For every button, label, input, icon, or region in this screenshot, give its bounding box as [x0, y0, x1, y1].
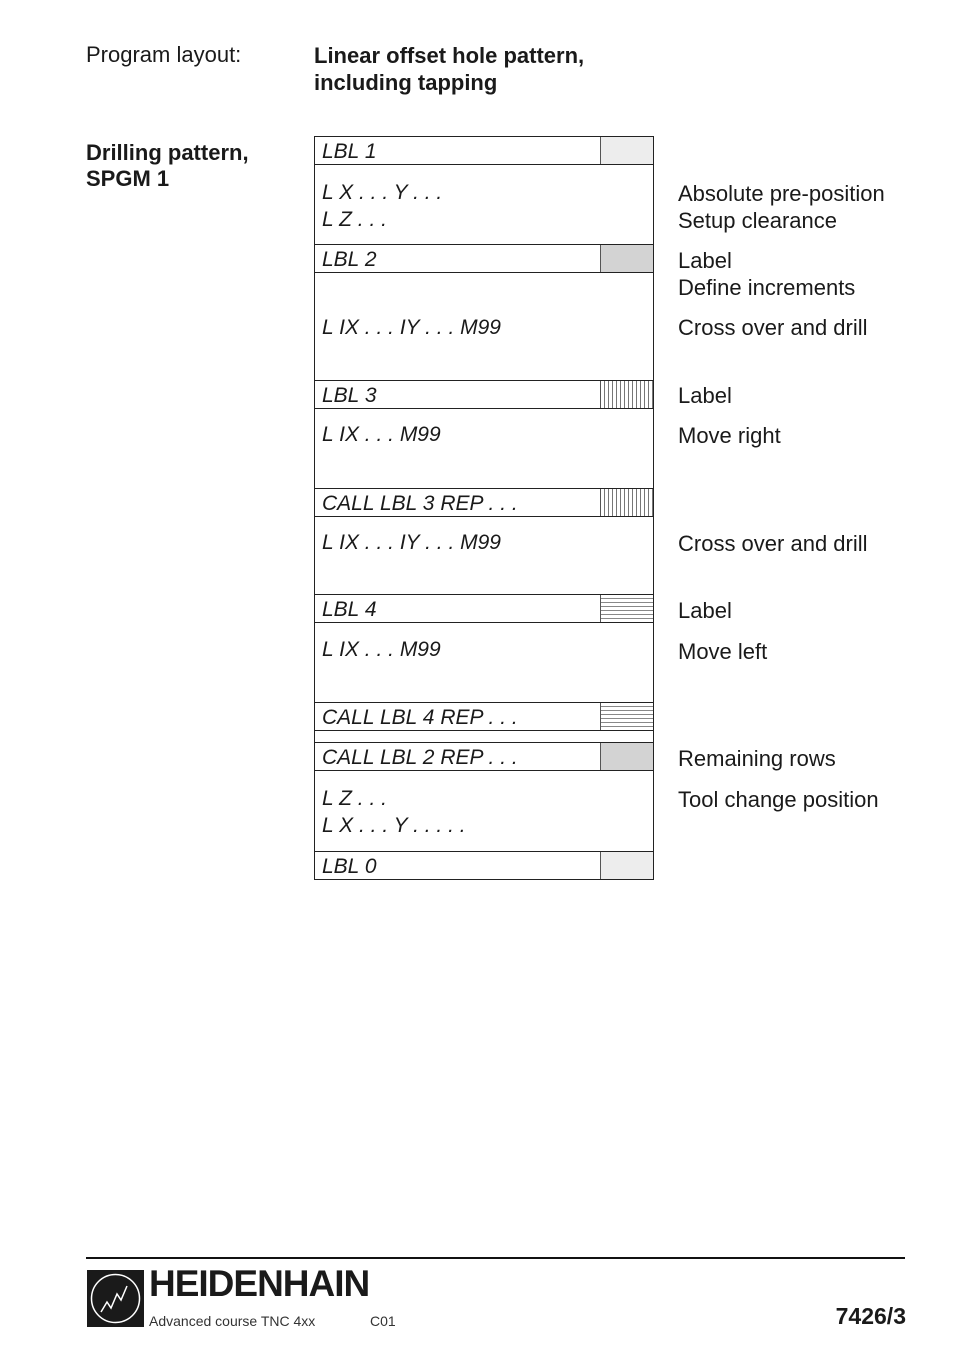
- desc-tool-change: Tool change position: [678, 787, 879, 812]
- brand-name: HEIDENHAIN: [149, 1263, 370, 1304]
- program-layout-label: Program layout:: [86, 42, 242, 67]
- desc-label-2: Label: [678, 248, 732, 273]
- lbl1-marker: [600, 137, 653, 164]
- lbl2-code: LBL 2: [322, 248, 377, 271]
- lbl3-row: [314, 380, 654, 409]
- lbl4-marker: [600, 595, 653, 622]
- section-title-line1: Drilling pattern,: [86, 140, 249, 165]
- desc-cross-drill-1: Cross over and drill: [678, 315, 868, 340]
- lbl4-row: [314, 594, 654, 623]
- page-title-line2: including tapping: [314, 70, 498, 95]
- cross-drill-code-1: L IX . . . IY . . . M99: [322, 316, 501, 339]
- lbl2-marker: [600, 245, 653, 272]
- end-line1: L Z . . .: [322, 787, 387, 810]
- call3-row: [314, 488, 654, 517]
- desc-abs-prepos: Absolute pre-position: [678, 181, 885, 206]
- call2-marker: [600, 743, 653, 770]
- desc-move-right: Move right: [678, 423, 781, 448]
- move-left-block: [314, 622, 654, 703]
- call2-row: [314, 742, 654, 771]
- lbl2-row: [314, 244, 654, 273]
- call3-marker: [600, 489, 653, 516]
- desc-label-3: Label: [678, 383, 732, 408]
- section-title-line2: SPGM 1: [86, 166, 170, 191]
- lbl0-marker: [600, 852, 653, 879]
- desc-cross-drill-2: Cross over and drill: [678, 531, 868, 556]
- lbl3-marker: [600, 381, 653, 408]
- move-right-code: L IX . . . M99: [322, 423, 441, 446]
- cross-drill-code-2: L IX . . . IY . . . M99: [322, 531, 501, 554]
- desc-move-left: Move left: [678, 639, 768, 664]
- lbl0-row: [314, 851, 654, 880]
- lbl4-code: LBL 4: [322, 598, 377, 621]
- course-name: Advanced course TNC 4xx: [149, 1313, 316, 1329]
- lbl1-row: [314, 136, 654, 165]
- move-left-code: L IX . . . M99: [322, 638, 441, 661]
- lbl0-code: LBL 0: [322, 855, 377, 878]
- cross-drill-block-1: [314, 272, 654, 381]
- footer-rule: [86, 1257, 905, 1259]
- page-number: 7426/3: [835, 1303, 906, 1329]
- desc-remaining-rows: Remaining rows: [678, 746, 836, 771]
- move-right-block: [314, 408, 654, 489]
- course-code: C01: [370, 1313, 396, 1329]
- call3-code: CALL LBL 3 REP . . .: [322, 492, 518, 515]
- desc-label-4: Label: [678, 598, 732, 623]
- lbl3-code: LBL 3: [322, 384, 377, 407]
- call4-row: [314, 702, 654, 731]
- desc-setup-clearance: Setup clearance: [678, 208, 837, 233]
- page-title-line1: Linear offset hole pattern,: [314, 43, 585, 68]
- cross-drill-block-2: [314, 516, 654, 595]
- desc-define-increments: Define increments: [678, 275, 856, 300]
- call4-marker: [600, 703, 653, 730]
- end-position-block: [314, 770, 654, 852]
- end-line2: L X . . . Y . . . . .: [322, 814, 466, 837]
- heidenhain-logo-icon: [87, 1270, 144, 1327]
- prepos-line1: L X . . . Y . . .: [322, 181, 443, 204]
- call4-code: CALL LBL 4 REP . . .: [322, 706, 518, 729]
- lbl1-code: LBL 1: [322, 140, 377, 163]
- prepos-block: [314, 164, 654, 245]
- call2-code: CALL LBL 2 REP . . .: [322, 746, 518, 769]
- prepos-line2: L Z . . .: [322, 208, 387, 231]
